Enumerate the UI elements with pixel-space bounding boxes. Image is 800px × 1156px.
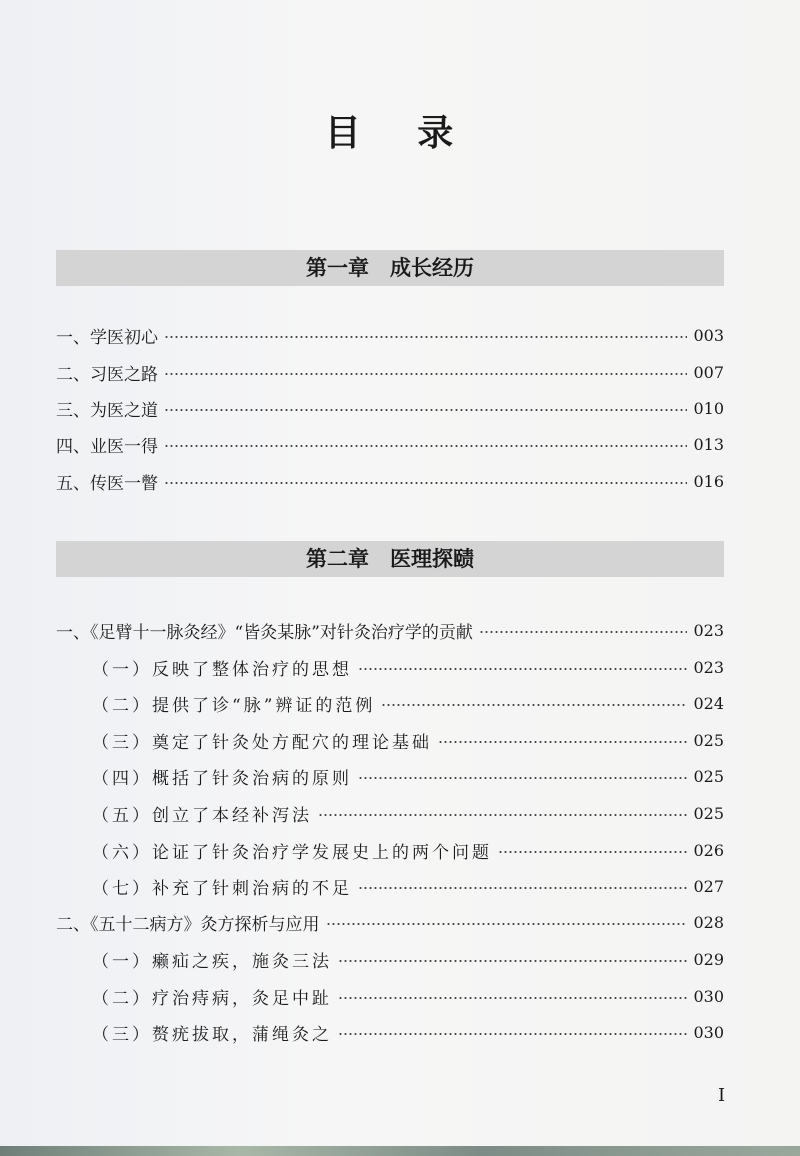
entry-title: 五、传医一瞥 [56, 473, 158, 494]
chapter-1-heading: 第一章 成长经历 [56, 250, 724, 286]
entry-title: （二）提供了诊“脉”辨证的范例 [92, 695, 376, 716]
leader-dots [358, 777, 687, 779]
entry-title: （三）奠定了针灸处方配穴的理论基础 [92, 732, 432, 753]
toc-entry [56, 357, 724, 387]
background-strip [0, 1146, 800, 1156]
toc-subentry [92, 944, 724, 974]
leader-dots [318, 814, 687, 816]
toc-subentry [92, 688, 724, 718]
entry-page: 013 [693, 434, 724, 454]
entry-title: 三、为医之道 [56, 400, 158, 421]
entry-page: 026 [693, 840, 724, 860]
leader-dots [358, 887, 687, 889]
toc-entry [56, 907, 724, 937]
page-number: I [718, 1085, 726, 1106]
leader-dots [164, 336, 687, 338]
page-title: 目 录 [324, 112, 476, 154]
leader-dots [479, 631, 688, 633]
leader-dots [164, 482, 687, 484]
toc-entry [56, 429, 724, 459]
entry-title: （三）赘疣拔取，蒲绳灸之 [92, 1024, 332, 1045]
entry-title: （一）反映了整体治疗的思想 [92, 659, 352, 680]
entry-title: 四、业医一得 [56, 436, 158, 457]
entry-page: 029 [693, 949, 724, 969]
entry-page: 025 [693, 766, 724, 786]
toc-subentry [92, 981, 724, 1011]
entry-page: 025 [693, 730, 724, 750]
entry-title: 一、《足臂十一脉灸经》“皆灸某脉”对针灸治疗学的贡献 [56, 622, 473, 643]
entry-title: （五）创立了本经补泻法 [92, 805, 312, 826]
leader-dots [164, 445, 687, 447]
leader-dots [338, 960, 687, 962]
entry-page: 003 [693, 325, 724, 345]
entry-page: 023 [693, 620, 724, 640]
entry-title: （一）癞疝之疾，施灸三法 [92, 951, 332, 972]
entry-page: 030 [693, 986, 724, 1006]
toc-entry [56, 320, 724, 350]
leader-dots [338, 1033, 687, 1035]
leader-dots [338, 997, 687, 999]
entry-title: 一、学医初心 [56, 327, 158, 348]
entry-title: （六）论证了针灸治疗学发展史上的两个问题 [92, 842, 492, 863]
toc-subentry [92, 652, 724, 682]
leader-dots [438, 741, 687, 743]
entry-page: 010 [693, 398, 724, 418]
entry-page: 007 [693, 362, 724, 382]
entry-title: （四）概括了针灸治病的原则 [92, 768, 352, 789]
toc-subentry [92, 871, 724, 901]
entry-title: （二）疗治痔病，灸足中趾 [92, 988, 332, 1009]
toc-entry [56, 393, 724, 423]
entry-title: （七）补充了针刺治病的不足 [92, 878, 352, 899]
toc-subentry [92, 1017, 724, 1047]
entry-page: 025 [693, 803, 724, 823]
toc-subentry [92, 835, 724, 865]
entry-title: 二、《五十二病方》灸方探析与应用 [56, 914, 320, 935]
toc-subentry [92, 761, 724, 791]
entry-page: 030 [693, 1022, 724, 1042]
toc-subentry [92, 798, 724, 828]
entry-page: 027 [693, 876, 724, 896]
chapter-2-heading: 第二章 医理探赜 [56, 541, 724, 577]
entry-title: 二、习医之路 [56, 364, 158, 385]
leader-dots [381, 704, 687, 706]
toc-entry [56, 466, 724, 496]
leader-dots [326, 923, 688, 925]
leader-dots [498, 851, 687, 853]
entry-page: 023 [693, 657, 724, 677]
leader-dots [164, 373, 687, 375]
entry-page: 028 [693, 912, 724, 932]
leader-dots [164, 409, 687, 411]
leader-dots [358, 668, 687, 670]
entry-page: 024 [693, 693, 724, 713]
toc-subentry [92, 725, 724, 755]
toc-entry [56, 615, 724, 645]
entry-page: 016 [693, 471, 724, 491]
